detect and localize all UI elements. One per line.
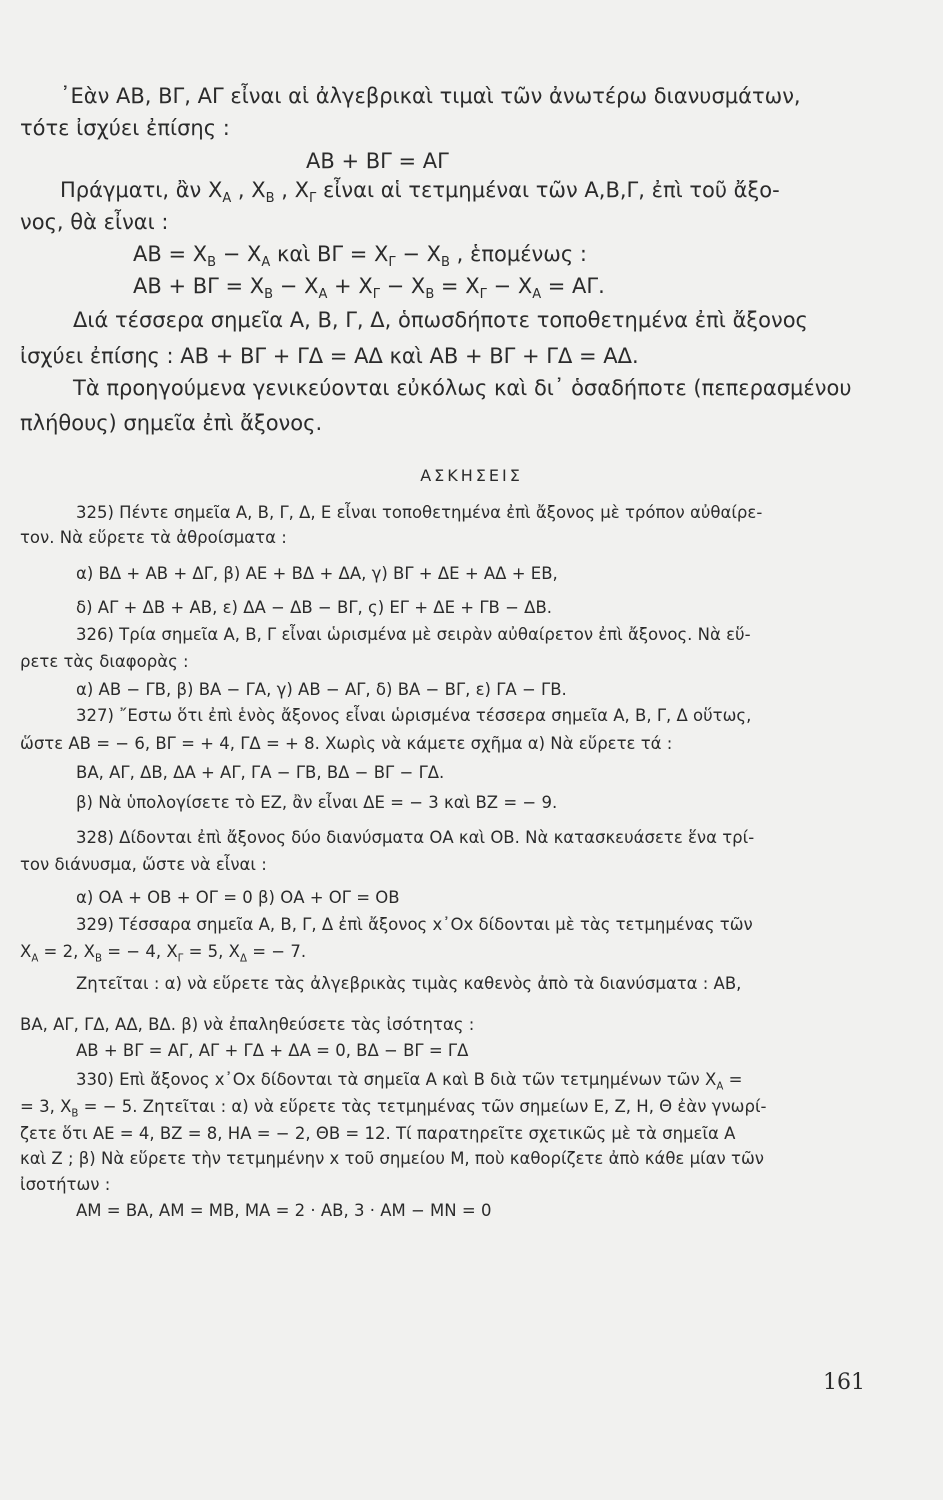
text-line: 326) Τρία σημεῖα Α, Β, Γ εἶναι ὡρισμένα μὲ σειρὰν αὐθαίρετον ἐπὶ ἄξονος. Νὰ εὕ-: [76, 625, 751, 644]
text-line: 328) Δίδονται ἐπὶ ἄξονος δύο διανύσματα ΟΑ καὶ ΟΒ. Νὰ κατασκευάσετε ἕνα τρί-: [76, 828, 755, 847]
text-line: ὥστε ΑΒ = − 6, ΒΓ = + 4, ΓΔ = + 8. Χωρὶς νὰ κάμετε σχῆμα α) Νὰ εὕρετε τά :: [20, 734, 673, 753]
text-line: τον. Νὰ εὕρετε τὰ ἀθροίσματα :: [20, 528, 287, 547]
text-line: $X_A = 2$, $X_B$ = − 4, $X_\Gamma = 5$, $X_\Delta$ = − 7.: [20, 942, 307, 965]
text-line: ΑΒ + ΒΓ = ΑΓ: [306, 149, 449, 173]
text-line: Τὰ προηγούμενα γενικεύονται εὐκόλως καὶ δι᾽ ὁσαδήποτε (πεπερασμένου: [73, 376, 852, 400]
text-line: 330) Επὶ ἄξονος x᾽Οx δίδονται τὰ σημεῖα Α καὶ Β διὰ τῶν τετμημένων τῶν $X_A$ =: [76, 1070, 743, 1093]
text-line: καὶ Ζ ; β) Νὰ εὕρετε τὴν τετμημένην x τοῦ σημείου Μ, ποὺ καθορίζετε ἀπὸ κάθε μίαν τῶν: [20, 1149, 764, 1168]
text-line: Πράγματι, ἂν $X_A$ , $X_B$ , $X_\Gamma$ εἶναι αἱ τετμημέναι τῶν Α,Β,Γ, ἐπὶ τοῦ ἄξο-: [60, 178, 780, 207]
text-line: β) Νὰ ὑπολογίσετε τὸ ΕΖ, ἂν εἶναι ΔΕ = − 3 καὶ ΒΖ = − 9.: [76, 793, 558, 812]
text-line: $AB = X_B - X_A$ καὶ $B\Gamma = X_\Gamma - X_B$ , ἑπομένως :: [133, 242, 587, 271]
text-line: = 3, $X_B$ = − 5. Ζητεῖται : α) νὰ εὕρετε τὰς τετμημένας τῶν σημείων Ε, Ζ, Η, Θ ἐὰν γνωρί-: [20, 1097, 767, 1120]
text-line: πλήθους) σημεῖα ἐπὶ ἄξονος.: [20, 411, 323, 435]
text-line: νος, θὰ εἶναι :: [20, 210, 169, 234]
text-line: ρετε τὰς διαφορὰς :: [20, 652, 189, 671]
text-line: τον διάνυσμα, ὥστε νὰ εἶναι :: [20, 855, 267, 874]
text-line: ΒΑ, ΑΓ, ΔΒ, ΔΑ + ΑΓ, ΓΑ − ΓΒ, ΒΔ − ΒΓ − ΓΔ.: [76, 763, 445, 782]
text-line: 325) Πέντε σημεῖα Α, Β, Γ, Δ, Ε εἶναι τοποθετημένα ἐπὶ ἄξονος μὲ τρόπον αὐθαίρε-: [76, 503, 763, 522]
text-line: α) ΒΔ + ΑΒ + ΔΓ, β) ΑΕ + ΒΔ + ΔΑ, γ) ΒΓ + ΔΕ + ΑΔ + ΕΒ,: [76, 564, 558, 583]
text-line: 329) Τέσσαρα σημεῖα Α, Β, Γ, Δ ἐπὶ ἄξονος x᾽Οx δίδονται μὲ τὰς τετμημένας τῶν: [76, 915, 753, 934]
text-line: Διά τέσσερα σημεῖα Α, Β, Γ, Δ, ὁπωσδήποτε τοποθετημένα ἐπὶ ἄξονος: [73, 308, 808, 332]
text-line: 327) ῎Εστω ὅτι ἐπὶ ἑνὸς ἄξονος εἶναι ὡρισμένα τέσσερα σημεῖα Α, Β, Γ, Δ οὕτως,: [76, 706, 752, 725]
section-heading: ΑΣΚΗΣΕΙΣ: [420, 466, 523, 485]
text-line: τότε ἰσχύει ἐπίσης :: [20, 116, 230, 140]
text-line: ΒΑ, ΑΓ, ΓΔ, ΑΔ, ΒΔ. β) νὰ ἐπαληθεύσετε τὰς ἰσότητας :: [20, 1015, 475, 1034]
text-line: ἰσχύει ἐπίσης : ΑΒ + ΒΓ + ΓΔ = ΑΔ καὶ ΑΒ + ΒΓ + ΓΔ = ΑΔ.: [20, 344, 639, 368]
text-line: $AB + B\Gamma = X_B - X_A + X_\Gamma - X_B = X_\Gamma - X_A = A\Gamma$.: [133, 274, 605, 303]
text-line: ἰσοτήτων :: [20, 1175, 111, 1194]
text-line: ᾽Εὰν ΑΒ, ΒΓ, ΑΓ εἶναι αἱ ἀλγεβρικαὶ τιμαὶ τῶν ἀνωτέρω διανυσμάτων,: [60, 84, 801, 108]
text-line: α) ΑΒ − ΓΒ, β) ΒΑ − ΓΑ, γ) ΑΒ − ΑΓ, δ) ΒΑ − ΒΓ, ε) ΓΑ − ΓΒ.: [76, 680, 567, 699]
text-line: ΑΒ + ΒΓ = ΑΓ, ΑΓ + ΓΔ + ΔΑ = 0, ΒΔ − ΒΓ = ΓΔ: [76, 1041, 469, 1060]
text-line: ΑΜ = ΒΑ, ΑΜ = ΜΒ, ΜΑ = 2 · ΑΒ, 3 · ΑΜ − ΜΝ = 0: [76, 1201, 492, 1220]
text-line: Ζητεῖται : α) νὰ εὕρετε τὰς ἀλγεβρικὰς τιμὰς καθενὸς ἀπὸ τὰ διανύσματα : ΑΒ,: [76, 974, 742, 993]
text-line: α) ΟΑ + ΟΒ + ΟΓ = 0 β) ΟΑ + ΟΓ = ΟΒ: [76, 888, 400, 907]
text-line: ζετε ὅτι ΑΕ = 4, ΒΖ = 8, ΗΑ = − 2, ΘΒ = 12. Τί παρατηρεῖτε σχετικῶς μὲ τὰ σημεῖα Α: [20, 1124, 736, 1143]
text-line: δ) ΑΓ + ΔΒ + ΑΒ, ε) ΔΑ − ΔΒ − ΒΓ, ς) ΕΓ + ΔΕ + ΓΒ − ΔΒ.: [76, 598, 553, 617]
page-number: 161: [823, 1370, 865, 1395]
